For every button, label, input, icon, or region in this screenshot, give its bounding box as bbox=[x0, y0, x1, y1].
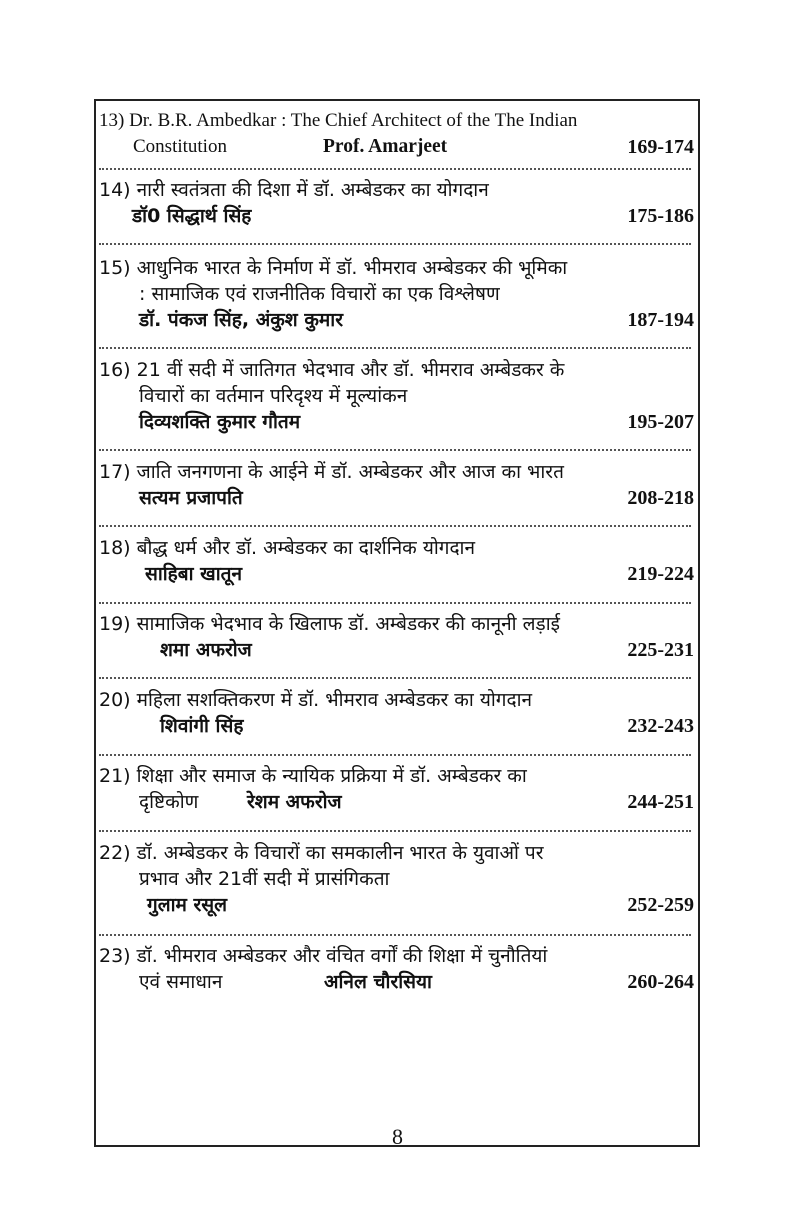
dotted-separator bbox=[99, 602, 691, 604]
dotted-separator bbox=[99, 525, 691, 527]
page-number: 8 bbox=[392, 1124, 403, 1149]
entry-pages: 260-264 bbox=[627, 971, 694, 993]
entry-number: 22) bbox=[99, 842, 131, 864]
dotted-separator bbox=[99, 934, 691, 936]
entry-pages: 187-194 bbox=[627, 309, 694, 331]
entry-number: 14) bbox=[99, 179, 131, 201]
dotted-separator bbox=[99, 243, 691, 245]
entry-title: बौद्ध धर्म और डॉ. अम्बेडकर का दार्शनिक योगदान bbox=[136, 537, 476, 559]
entry-pages: 169-174 bbox=[627, 136, 694, 158]
entry-title-cont: विचारों का वर्तमान परिदृश्य में मूल्यांकन bbox=[139, 385, 408, 407]
toc-entry-18 bbox=[99, 535, 696, 587]
entry-title: शिक्षा और समाज के न्यायिक प्रक्रिया में डॉ. अम्बेडकर का bbox=[136, 765, 527, 787]
dotted-separator bbox=[99, 754, 691, 756]
entry-pages: 175-186 bbox=[627, 205, 694, 227]
entry-title: डॉ. अम्बेडकर के विचारों का समकालीन भारत के युवाओं पर bbox=[136, 842, 544, 864]
toc-entry-14 bbox=[99, 177, 696, 229]
toc-entry-22 bbox=[99, 840, 696, 918]
entry-author: गुलाम रसूल bbox=[147, 894, 227, 916]
entry-title: डॉ. भीमराव अम्बेडकर और वंचित वर्गों की शिक्षा में चुनौतियां bbox=[136, 945, 548, 967]
dotted-separator bbox=[99, 677, 691, 679]
toc-entry-17 bbox=[99, 459, 696, 511]
toc-entry-23 bbox=[99, 943, 696, 995]
toc-entry-19 bbox=[99, 611, 696, 663]
entry-title: महिला सशक्तिकरण में डॉ. भीमराव अम्बेडकर का योगदान bbox=[136, 689, 533, 711]
entry-number: 20) bbox=[99, 689, 131, 711]
entry-title: नारी स्वतंत्रता की दिशा में डॉ. अम्बेडकर का योगदान bbox=[136, 179, 489, 201]
entry-number: 17) bbox=[99, 461, 131, 483]
entry-title-cont: एवं समाधान bbox=[139, 971, 223, 993]
entry-author: शमा अफरोज bbox=[160, 639, 252, 661]
entry-author: साहिबा खातून bbox=[145, 563, 242, 585]
entry-number: 13) bbox=[99, 110, 125, 131]
entry-title-cont: दृष्टिकोण bbox=[139, 791, 199, 813]
dotted-separator bbox=[99, 830, 691, 832]
entry-author: अनिल चौरसिया bbox=[324, 971, 432, 993]
entry-pages: 232-243 bbox=[627, 715, 694, 737]
entry-pages: 195-207 bbox=[627, 411, 694, 433]
dotted-separator bbox=[99, 449, 691, 451]
entry-author: डॉ. पंकज सिंह, अंकुश कुमार bbox=[139, 309, 343, 331]
entry-number: 23) bbox=[99, 945, 131, 967]
entry-title-cont: प्रभाव और 21वीं सदी में प्रासंगिकता bbox=[139, 868, 390, 890]
entry-number: 18) bbox=[99, 537, 131, 559]
dotted-separator bbox=[99, 347, 691, 349]
toc-entry-20 bbox=[99, 687, 696, 739]
toc-entry-16 bbox=[99, 357, 696, 435]
entry-author: सत्यम प्रजापति bbox=[139, 487, 243, 509]
toc-entry-13 bbox=[99, 108, 696, 160]
entry-pages: 219-224 bbox=[627, 563, 694, 585]
entry-author: शिवांगी सिंह bbox=[160, 715, 244, 737]
entry-pages: 225-231 bbox=[627, 639, 694, 661]
entry-pages: 244-251 bbox=[627, 791, 694, 813]
entry-author: Prof. Amarjeet bbox=[323, 136, 448, 157]
toc-entry-21 bbox=[99, 763, 696, 815]
entry-title: Dr. B.R. Ambedkar : The Chief Architect of the The Indian bbox=[129, 110, 578, 131]
entry-author: दिव्यशक्ति कुमार गौतम bbox=[139, 411, 301, 433]
entry-title: जाति जनगणना के आईने में डॉ. अम्बेडकर और आज का भारत bbox=[136, 461, 564, 483]
entry-title: सामाजिक भेदभाव के खिलाफ डॉ. अम्बेडकर की कानूनी लड़ाई bbox=[136, 613, 560, 635]
entry-title-cont: : सामाजिक एवं राजनीतिक विचारों का एक विश्लेषण bbox=[139, 283, 500, 305]
entry-title: आधुनिक भारत के निर्माण में डॉ. भीमराव अम्बेडकर की भूमिका bbox=[136, 257, 568, 279]
entry-pages: 208-218 bbox=[627, 487, 694, 509]
entry-number: 19) bbox=[99, 613, 131, 635]
entry-author: रेशम अफरोज bbox=[247, 791, 342, 813]
entry-pages: 252-259 bbox=[627, 894, 694, 916]
entry-title-cont: Constitution bbox=[133, 136, 227, 157]
entry-number: 15) bbox=[99, 257, 131, 279]
toc-entry-15 bbox=[99, 255, 696, 333]
entry-title: 21 वीं सदी में जातिगत भेदभाव और डॉ. भीमराव अम्बेडकर के bbox=[136, 359, 565, 381]
dotted-separator bbox=[99, 168, 691, 170]
entry-author: डॉ0 सिद्धार्थ सिंह bbox=[132, 205, 252, 227]
entry-number: 21) bbox=[99, 765, 131, 787]
entry-number: 16) bbox=[99, 359, 131, 381]
